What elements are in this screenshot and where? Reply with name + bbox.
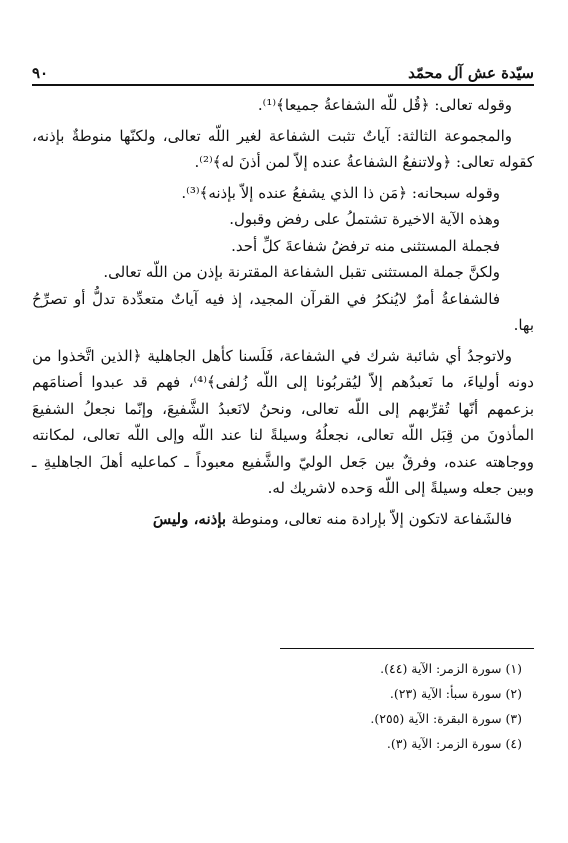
paragraph-9 [32,506,534,533]
footnote-rule [280,648,534,649]
footnote-2: (٢) سورة سبأ: الآية (٢٣). [389,686,522,701]
paragraph-9-start: فالشَفاعة لاتكون إلاّ بإرادة منه تعالى، ومنوطة [231,509,512,528]
footnotes [32,656,522,756]
footnote-1: (١) سورة الزمر: الآية (٤٤). [380,661,522,676]
paragraph-7: فالشفاعةُ أمرٌ لايُنكرُ في القرآن المجيد، إذ فيه آياتٌ متعدِّدة تدلُّ أو تصرِّحُ بها. [32,289,534,334]
footnote-3: (٣) سورة البقرة: الآية (٢٥٥). [370,711,522,726]
paragraph-3: وقوله سبحانه: ﴿مَن ذا الذي يشفعُ عنده إلاّ بإذنه﴾⁽³⁾. [181,183,500,202]
paragraph-6: ولكنَّ جملة المستثنى تقبل الشفاعة المقترنة بإذن من اللّه تعالى. [103,263,500,281]
running-title: سيّدة عش آل محمّد [408,64,534,82]
paragraph-1: وقوله تعالى: ﴿قُل للّه الشفاعةُ جميعا﴾⁽¹⁾. [257,96,512,114]
paragraph-9-bold: بإذنه، وليسَ [152,509,232,528]
header-rule [32,84,534,86]
paragraph-4: وهذه الآية الاخيرة تشتملُ على رفض وقبول. [229,210,500,228]
page-header [32,58,534,82]
body-text [32,92,534,532]
paragraph-5: فجملة المستثنى منه ترفضُ شفاعةَ كلِّ أحد. [231,236,500,255]
paragraph-8: ولاتوجدُ أي شائبة شرك في الشفاعة، فَلَسنا كأهل الجاهلية ﴿الذين اتَّخذوا من دونه أولياءَ، ما نَعبدُهم إلاّ ليُقربُونا إلى اللّه زُلفى﴾⁽⁴⁾، فهم قد عبدوا أصنامَهم بزعمهم أنّها تُقرِّبهم إلى اللّه تعالى، ونحنُ لانَعبدُ الشَّفيعَ، وإنّما نجعلُ الشفيعَ المأذونَ من قِبَل اللّه تعالى، نجعلُهُ وسيلةً لنا عند اللّه وإلى اللّه تعالى، لمكانته ووجاهته عنده، وفرقٌ بين جَعل الوليّ والشَّفيع معبوداً ـ كماعليه أهلَ الجاهليةِ ـ وبين جعله وسيلةً إلى اللّه وَحده لاشريك له. [32,346,534,497]
paragraph-2: والمجموعة الثالثة: آياتٌ تثبت الشفاعة لغير اللّه تعالى، ولكنّها منوطةٌ بإذنه، كقوله تعالى: ﴿ولاتنفعُ الشفاعةُ عنده إلاّ لمن أذنَ له﴾⁽²⁾. [32,126,534,171]
footnote-4: (٤) سورة الزمر: الآية (٣). [386,736,522,751]
page-number: ٩٠ [32,64,49,82]
